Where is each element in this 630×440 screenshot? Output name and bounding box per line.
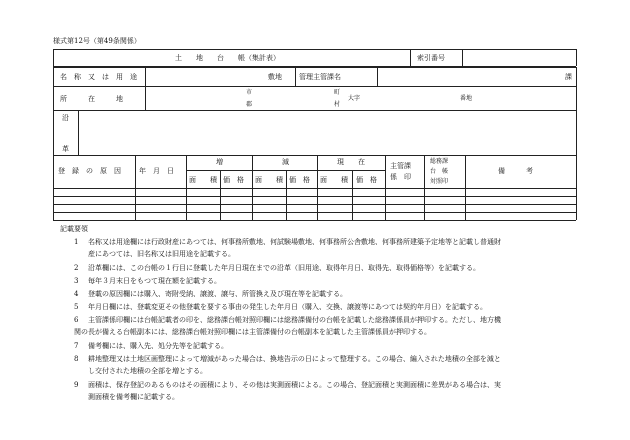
table-right-border	[576, 67, 577, 220]
notes-title: 記載要領	[60, 225, 88, 233]
form-number: 様式第12号（第49条関係）	[53, 37, 141, 45]
note-line: 主管課係印欄には台帳記載者の印を、総務課台帳対照印欄には総務課備付の台帳を記載した総務課係員が押印する。ただし、地方機	[88, 316, 501, 324]
note-line: 耕地整理又は土地区画整理によって増減があった場合は、換地告示の日によって整理する。この場合、編入された地積の全部を減と	[88, 355, 501, 363]
name-or-use-label: 名 称 又 は 用 途	[60, 73, 137, 81]
note-line: 備考欄には、購入先、処分先等を記載する。	[88, 342, 228, 350]
note-line: 面積は、保存登記のあるものはその面積により、その他は実測面積による。この場合、登記面積と実測面積に差異がある場合は、実	[88, 381, 501, 389]
note-line: 沿革欄には、この台帳の１行目に登載した年月日現在までの沿革（旧用途、取得年月日、取得先、取得価格等）を記載する。	[88, 264, 480, 272]
current-area-header: 面 積	[320, 176, 348, 184]
history-label-bottom: 革	[62, 145, 69, 153]
note-number: 4	[74, 290, 79, 298]
table-left-border	[53, 67, 54, 220]
index-number-label: 索引番号	[417, 54, 445, 62]
note-line: 関の長が備える台帳副本には、総務課台帳対照印欄には主管課備付の台帳副本を記載した主管課係員が押印する。	[74, 328, 431, 336]
registration-reason-header: 登 録 の 原 因	[58, 167, 121, 175]
main-section-seal-header-1: 主管課	[390, 162, 411, 170]
managing-department-label: 管理主管課名	[299, 73, 341, 81]
decrease-area-header: 面 積	[255, 176, 283, 184]
note-number: 2	[74, 264, 79, 272]
oaza-label: 大字	[348, 95, 361, 102]
decrease-price-header: 価 格	[289, 176, 310, 184]
page-title: 土 地 台 帳（集計表）	[175, 54, 280, 62]
note-line: 名称又は用途欄には行政財産にあつては、何事務所敷地、何試験場敷地、何事務所公舎敷地、何事務所建築予定地等と記載し普通財	[88, 238, 501, 246]
decrease-header: 減	[282, 158, 289, 166]
banchi-label: 番地	[460, 95, 473, 102]
note-number: 5	[74, 303, 79, 311]
note-number: 3	[74, 277, 79, 285]
note-number: 8	[74, 355, 79, 363]
increase-area-header: 面 積	[189, 176, 217, 184]
increase-price-header: 価 格	[223, 176, 244, 184]
note-line: 毎年３月末日をもつて現在額を記載する。	[88, 277, 221, 285]
ledger-seal-header-2: 台 帳	[430, 168, 449, 175]
note-line: 年月日欄には、登載変更その他登載を要する事由の発生した年月日（購入、交換、譲渡等にあつては契約年月日）を記載する。	[88, 303, 487, 311]
site-label: 敷地	[268, 73, 282, 81]
note-number: 1	[74, 238, 79, 246]
city-label: 市	[246, 89, 253, 96]
current-header: 現 在	[337, 158, 365, 166]
ledger-seal-header-1: 総務課	[430, 158, 449, 165]
increase-header: 増	[216, 158, 223, 166]
remarks-header: 備 考	[498, 167, 533, 175]
location-label: 所 在 地	[60, 95, 123, 103]
note-number: 7	[74, 342, 79, 350]
note-line: し交付された地積の全部を増とする。	[88, 367, 207, 375]
table-bottom-border	[53, 220, 576, 221]
note-line: 測面積を備考欄に記載する。	[88, 393, 179, 401]
header-top-border	[53, 49, 576, 50]
history-label-top: 沿	[62, 114, 69, 122]
section-suffix: 課	[565, 73, 572, 81]
date-header: 年 月 日	[139, 167, 174, 175]
note-number: 9	[74, 381, 79, 389]
town-label: 町	[334, 89, 341, 96]
current-price-header: 価 格	[356, 176, 377, 184]
main-section-seal-header-2: 係 印	[390, 173, 411, 181]
county-label: 郡	[246, 101, 253, 108]
note-number: 6	[74, 316, 79, 324]
ledger-seal-header-3: 対照印	[430, 178, 449, 185]
note-line: 登載の原因欄には購入、寄附受納、譲渡、譲与、所管換え及び現在等を記載する。	[88, 290, 347, 298]
note-line: 産にあつては、旧名称又は旧用途を記載する。	[88, 250, 235, 258]
village-label: 村	[334, 101, 341, 108]
